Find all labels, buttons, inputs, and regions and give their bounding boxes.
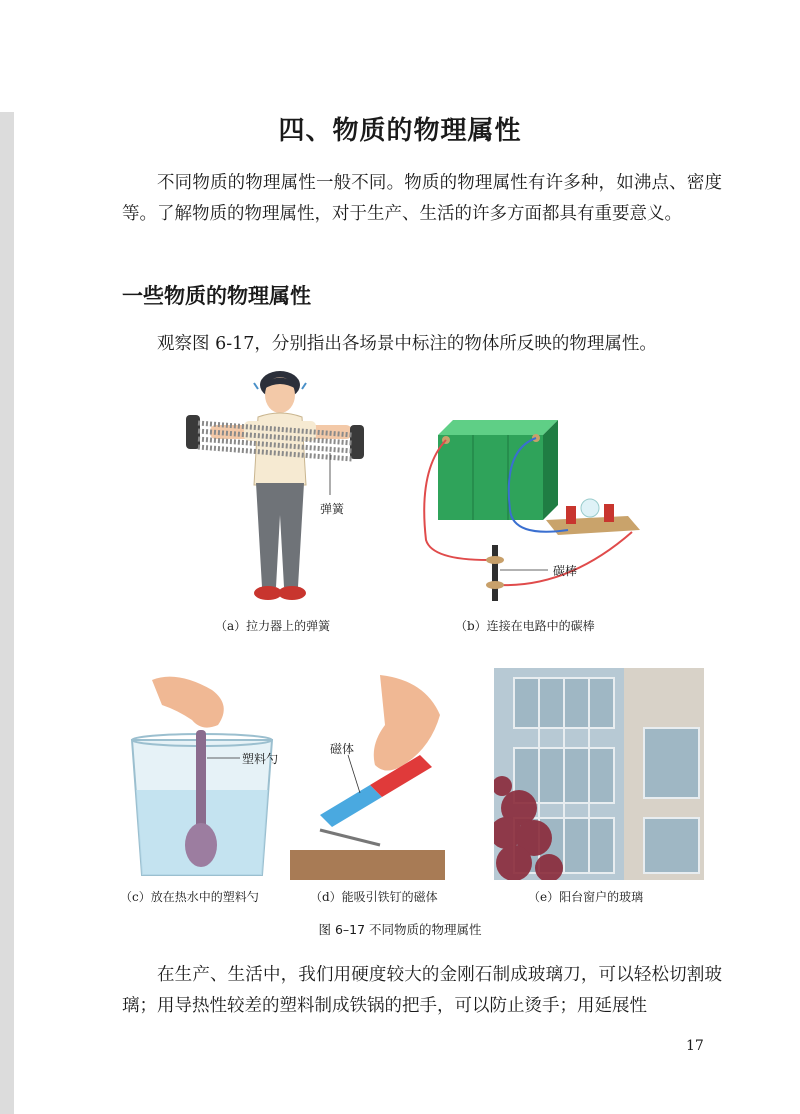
beaker-spoon-illustration	[122, 670, 292, 885]
figure-d-magnet	[290, 675, 450, 880]
intro-paragraph: 不同物质的物理属性一般不同。物质的物理属性有许多种，如沸点、密度等。了解物质的物理属性，对于生产、生活的许多方面都具有重要意义。	[122, 173, 722, 224]
spring-label: 弹簧	[320, 502, 345, 516]
carbon-rod-label: 碳棒	[553, 564, 578, 578]
bottom-paragraph: 在生产、生活中，我们用硬度较大的金刚石制成玻璃刀，可以轻松切割玻璃；用导热性较差的塑料制成铁锅的把手，可以防止烫手；用延展性	[122, 965, 722, 1016]
circuit-illustration	[418, 410, 643, 610]
figure-c-spoon	[122, 670, 292, 885]
observe-instruction: 观察图 6-17，分别指出各场景中标注的物体所反映的物理属性。	[157, 334, 657, 354]
caption-d: （d）能吸引铁钉的磁体	[310, 890, 438, 904]
balcony-photo	[494, 668, 704, 880]
figure-b-carbon-rod	[418, 410, 643, 610]
page-title: 四、物质的物理属性	[278, 116, 522, 146]
plastic-spoon-label: 塑料勺	[242, 752, 279, 766]
caption-a: （a）拉力器上的弹簧	[215, 619, 331, 633]
caption-e: （e）阳台窗户的玻璃	[528, 890, 644, 904]
boy-with-spring-illustration	[180, 365, 370, 610]
page-number: 17	[686, 1038, 704, 1054]
figure-a-spring	[180, 365, 370, 610]
figure-caption: 图 6–17 不同物质的物理属性	[318, 922, 482, 937]
section-heading: 一些物质的物理属性	[122, 284, 311, 308]
figure-e-balcony-glass	[494, 668, 704, 880]
magnet-label: 磁体	[330, 742, 355, 756]
caption-b: （b）连接在电路中的碳棒	[455, 619, 595, 633]
caption-c: （c）放在热水中的塑料勺	[120, 890, 259, 904]
margin-bar	[0, 112, 14, 1114]
magnet-illustration	[290, 675, 450, 880]
